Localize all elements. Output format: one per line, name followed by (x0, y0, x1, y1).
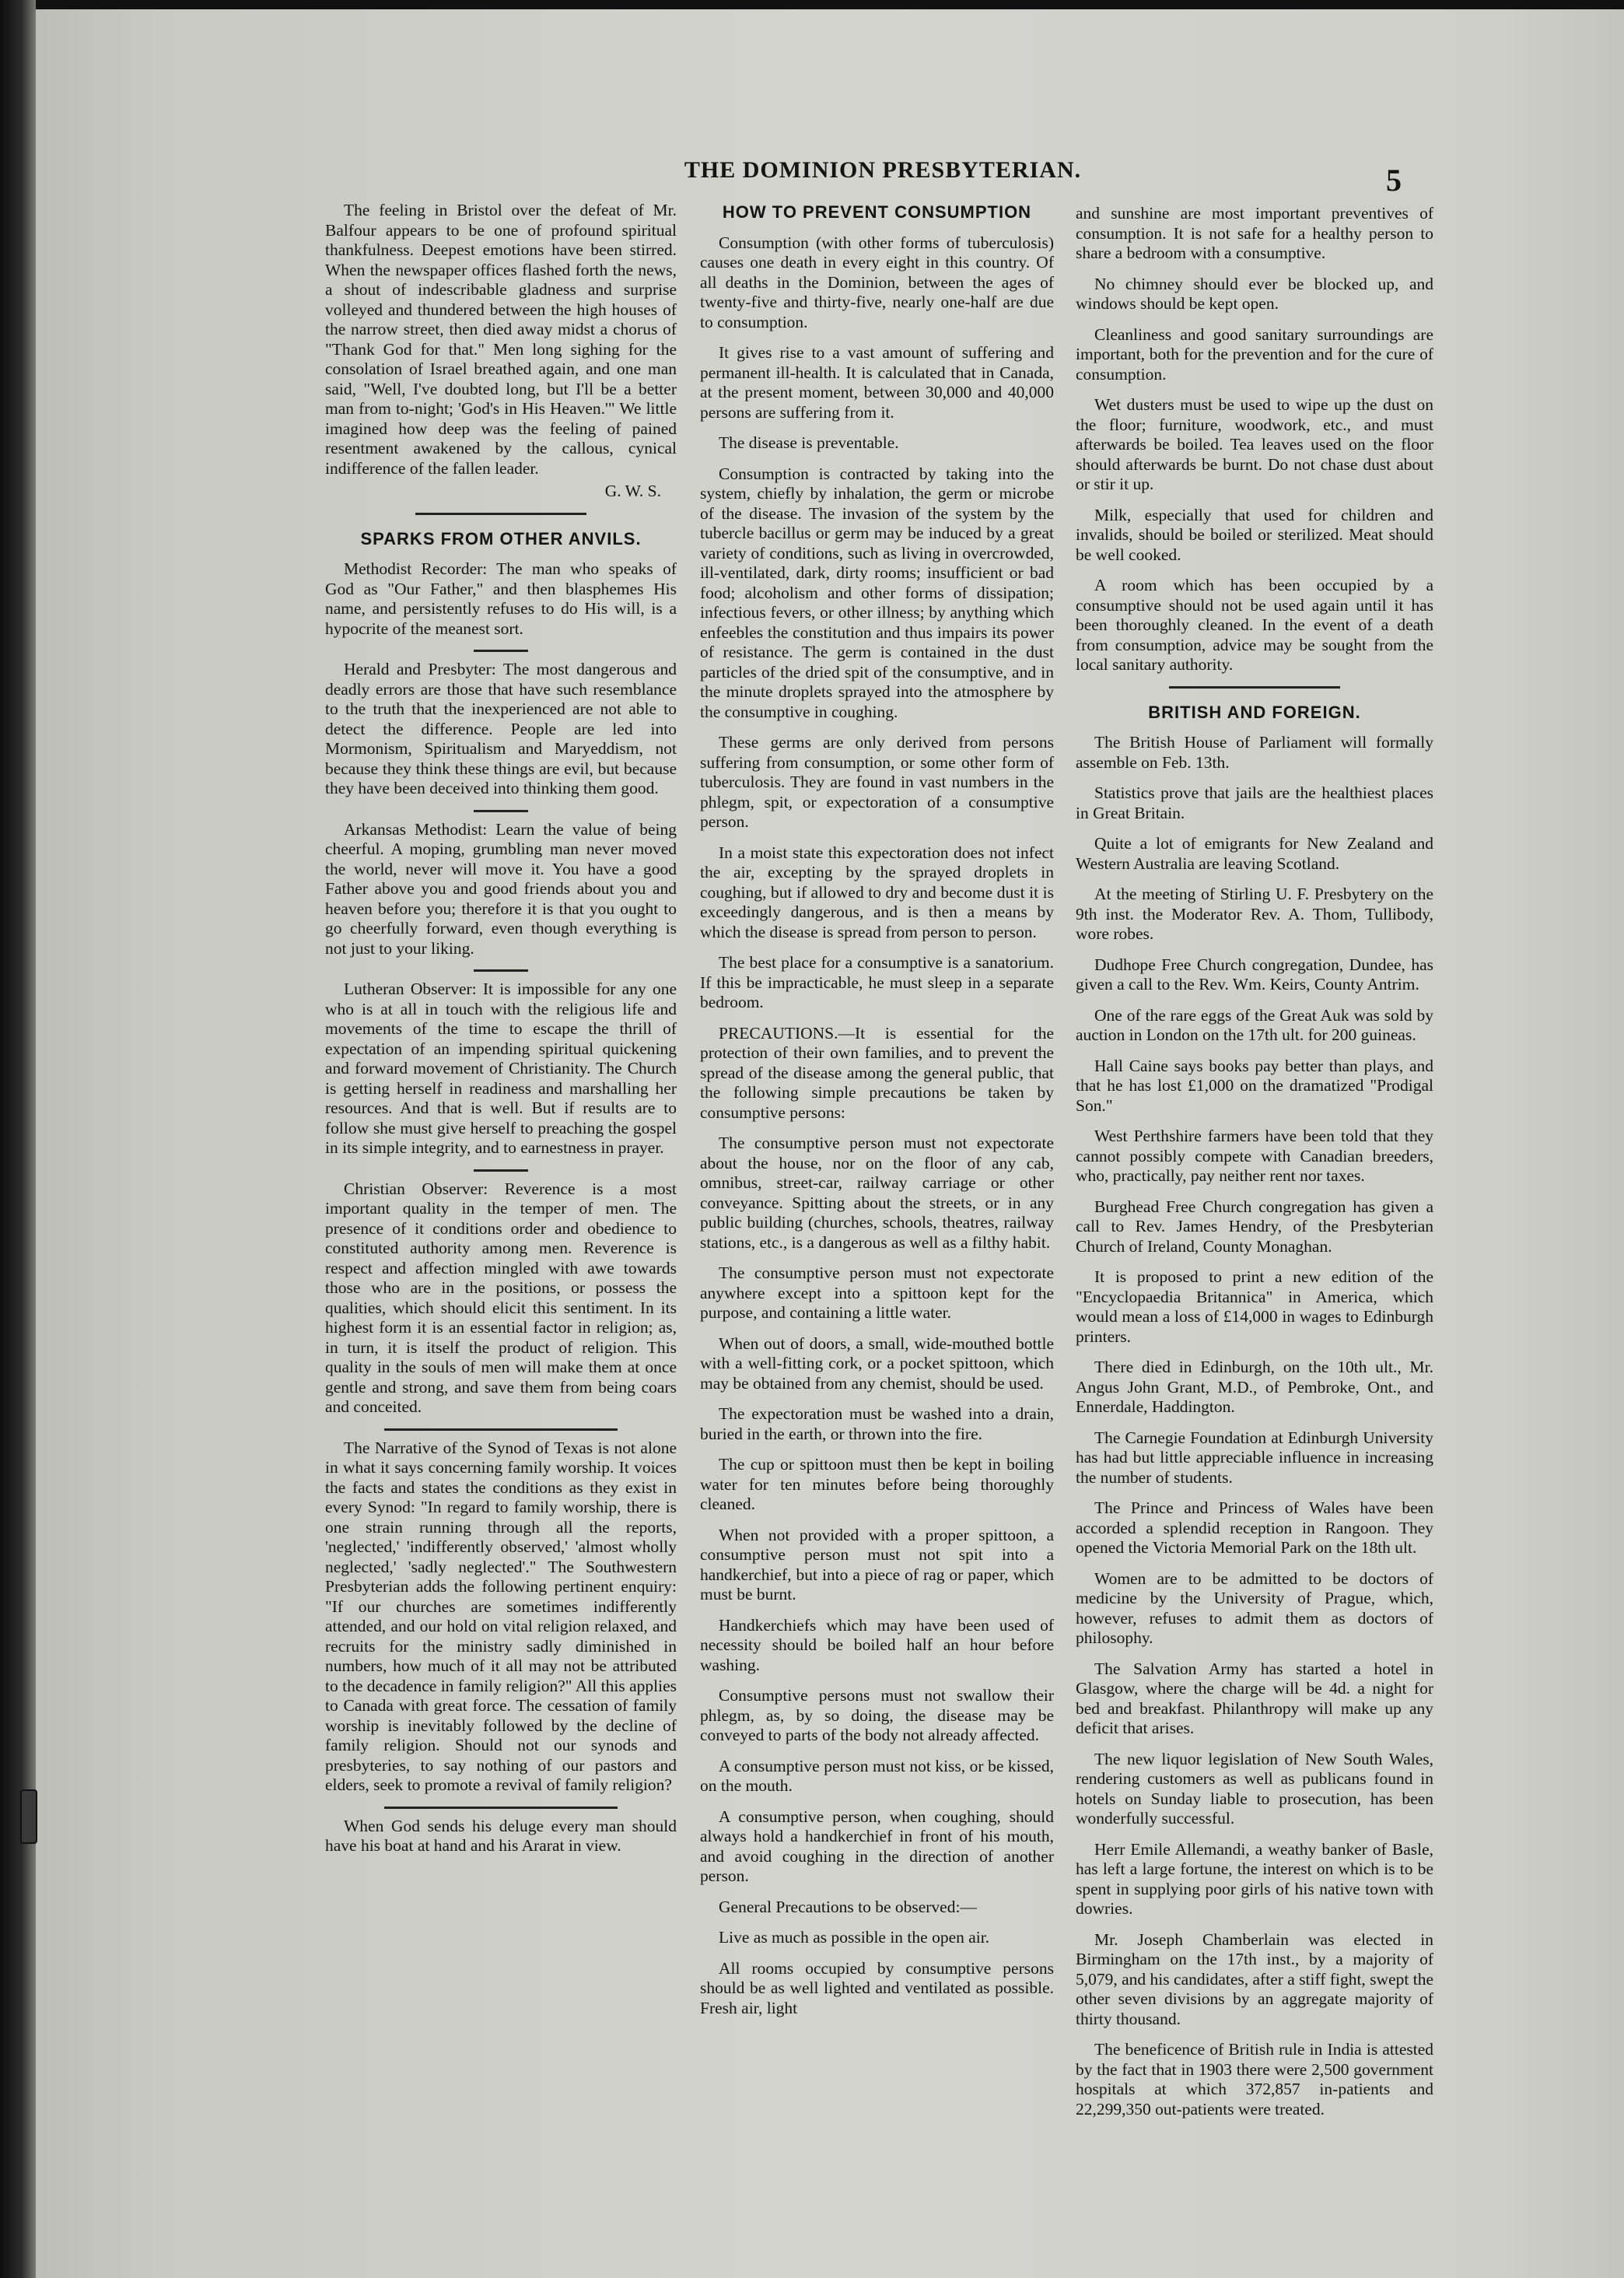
consumption-paragraph: These germs are only derived from persons suffering from consumption, or some other form of tuberculosis. They are found in vast numbers in the phlegm, spit, or expectoration of a consumptive person. (700, 733, 1054, 831)
general-precautions-label: General Precautions to be observed:— (719, 1897, 977, 1916)
consumption-paragraph: The best place for a consumptive is a sanatorium. If this be impracticable, he must sleep in a separate bedroom. (700, 953, 1054, 1011)
methodist-recorder-paragraph: Methodist Recorder: The man who speaks of God as "Our Father," and then blasphemes His name, and persistently refuses to do His will, is a hypocrite of the meanest sort. (325, 559, 677, 638)
consumption-paragraph: A consumptive person, when coughing, should always hold a handkerchief in front of his mouth, and avoid coughing in the direction of another person. (700, 1807, 1054, 1885)
news-item: Mr. Joseph Chamberlain was elected in Birmingham on the 17th inst., by a majority of 5,079, and his candidates, after a stiff fight, swept the other seven divisions by an aggregate majority of thirty thousand. (1076, 1929, 1433, 2028)
consumption-paragraph: All rooms occupied by consumptive persons should be as well lighted and ventilated as possible. Fresh air, light (700, 1958, 1054, 2017)
consumption-paragraph: Live as much as possible in the open air. (719, 1928, 990, 1947)
column-left (325, 201, 677, 2161)
consumption-paragraph: The cup or spittoon must then be kept in boiling water for ten minutes before being thoroughly cleaned. (700, 1455, 1054, 1513)
consumption-paragraph: When not provided with a proper spittoon, a consumptive person must not spit into a handkerchief, but into a piece of rag or paper, which must be burnt. (700, 1525, 1054, 1603)
item-rule (474, 969, 528, 972)
news-item: Women are to be admitted to be doctors of medicine by the University of Prague, which, however, refuses to admit them as doctors of philosophy. (1076, 1568, 1433, 1647)
consumption-paragraph: Handkerchiefs which may have been used of necessity should be boiled half an hour before washing. (700, 1615, 1054, 1674)
news-item: There died in Edinburgh, on the 10th ult., Mr. Angus John Grant, M.D., of Pembroke, Ont., and Ennerdale, Haddington. (1076, 1358, 1433, 1416)
christian-observer-paragraph: Christian Observer: Reverence is a most important quality in the temper of men. The presence of it conditions order and obedience to constituted authority among men. Reverence is respect and affection mingled with awe towards those who are in the positions, or possess the qualities, which should elicit this sentiment. In its highest form it is an essential factor in religion; as, in turn, it is itself the product of religion. This quality in the souls of men will make them at once gentle and strong, and save them from being coars and conceited. (325, 1179, 677, 1416)
consumption-paragraph: In a moist state this expectoration does not infect the air, excepting by the sprayed droplets in coughing, but if allowed to dry and become dust it is exceedingly dangerous, and is then a means by which the disease is spread from person to person. (700, 843, 1054, 941)
news-item: The Carnegie Foundation at Edinburgh University has had but little appreciable influence in increasing the number of students. (1076, 1428, 1433, 1487)
precautions-paragraph: PRECAUTIONS.—It is essential for the protection of their own families, and to prevent the spread of the disease among the general public, that the following simple precautions be taken by consumptive persons: (700, 1023, 1054, 1122)
news-item: The Prince and Princess of Wales have been accorded a splendid reception in Rangoon. They opened the Victoria Memorial Park on the 18th ult. (1076, 1498, 1433, 1557)
news-item: One of the rare eggs of the Great Auk was sold by auction in London on the 17th ult. for 200 guineas. (1076, 1005, 1433, 1044)
item-rule (474, 1169, 528, 1172)
consumption-paragraph: It gives rise to a vast amount of suffering and permanent ill-health. It is calculated that in Canada, at the present moment, between 30,000 and 40,000 persons are suffering from it. (700, 343, 1054, 422)
news-item: Hall Caine says books pay better than plays, and that he has lost £1,000 on the dramatized "Prodigal Son." (1076, 1056, 1433, 1115)
item-rule (474, 810, 528, 812)
signature: G. W. S. (604, 482, 661, 500)
item-rule (474, 650, 528, 652)
column-middle (700, 202, 1054, 2163)
consumption-paragraph: A room which has been occupied by a consumptive should not be used again until it has been thoroughly cleaned. In the event of a death from consumption, advice may be sought from the local sanitary authority. (1076, 576, 1433, 674)
consumption-paragraph: The consumptive person must not expectorate anywhere except into a spittoon kept for the purpose, and containing a little water. (700, 1263, 1054, 1322)
news-item: Herr Emile Allemandi, a weathy banker of Basle, has left a large fortune, the interest on which is to be spent in supplying poor girls of his native town with dowries. (1076, 1839, 1433, 1918)
news-item: Quite a lot of emigrants for New Zealand and Western Australia are leaving Scotland. (1076, 834, 1433, 873)
item-rule (384, 1807, 618, 1809)
running-title: THE DOMINION PRESBYTERIAN. (684, 157, 1082, 183)
herald-presbyter-paragraph: Herald and Presbyter: The most dangerous and deadly errors are those that have such resemblance to the truth that the inexperienced are not able to detect the difference. People are led into Mormonism, Spiritualism and Maryeddism, not because they think these things are evil, but because they have been deceived into thinking them good. (325, 660, 677, 797)
news-item: It is proposed to print a new edition of the "Encyclopaedia Britannica" in America, which would mean a loss of £14,000 in wages to Edinburgh printers. (1076, 1267, 1433, 1346)
page-number: 5 (1386, 163, 1402, 198)
arkansas-methodist-paragraph: Arkansas Methodist: Learn the value of being cheerful. A moping, grumbling man never moved the world, never will move it. You have a good Father above you and good friends about you and heaven before you; therefore it is that you ought to go cheerfully forward, even though everything is not just to your liking. (325, 819, 677, 958)
section-rule (1169, 686, 1340, 689)
news-item: Dudhope Free Church congregation, Dundee, has given a call to the Rev. Wm. Keirs, County Antrim. (1076, 955, 1433, 994)
consumption-paragraph: A consumptive person must not kiss, or be kissed, on the mouth. (700, 1756, 1054, 1795)
consumption-paragraph: No chimney should ever be blocked up, and windows should be kept open. (1076, 274, 1433, 313)
consumption-paragraph: Milk, especially that used for children and invalids, should be boiled or sterilized. Meat should be well cooked. (1076, 505, 1433, 564)
news-item: The beneficence of British rule in India is attested by the fact that in 1903 there were 2,500 government hospitals at which 372,857 in-patients and 22,299,350 out-patients were treated. (1076, 2040, 1433, 2119)
bristol-paragraph: The feeling in Bristol over the defeat of Mr. Balfour appears to be one of profound spiritual thankfulness. Deepest emotions have been stirred. When the newspaper offices flashed forth the news, a shout of indescribable gladness and surprise volleyed and thundered between the high houses of the narrow street, then died away midst a chorus of "Thank God for that." Men long sighing for the consolation of Israel breathed again, and one man said, "Well, I've doubted long, but I'll be a better man from to-night; 'God's in His Heaven.'" We little imagined how deep was the feeling of pained resentment awakened by the callous, cynical indifference of the fallen leader. (325, 201, 677, 478)
consumption-continued-paragraph: and sunshine are most important preventives of consumption. It is not safe for a healthy person to share a bedroom with a consumptive. (1076, 204, 1433, 262)
lutheran-observer-paragraph: Lutheran Observer: It is impossible for any one who is at all in touch with the religious life and movements of the time to escape the thrill of expectation of an impending spiritual quickening and forward movement of Christianity. The Church is getting herself in readiness and marshalling her resources. And that is well. But if results are to follow she must give herself to preaching the gospel in its simple integrity, and to earnestness in prayer. (325, 980, 677, 1157)
news-item: The British House of Parliament will formally assemble on Feb. 13th. (1076, 733, 1433, 772)
consumption-paragraph: Consumptive persons must not swallow their phlegm, as, by so doing, the disease may be conveyed to parts of the body not already affected. (700, 1686, 1054, 1744)
news-item: At the meeting of Stirling U. F. Presbytery on the 9th inst. the Moderator Rev. A. Thom, Tullibody, wore robes. (1076, 885, 1433, 943)
news-item: Statistics prove that jails are the healthiest places in Great Britain. (1076, 783, 1433, 822)
consumption-heading: HOW TO PREVENT CONSUMPTION (722, 202, 1032, 222)
synod-texas-paragraph: The Narrative of the Synod of Texas is not alone in what it says concerning family worship. It voices the facts and states the conditions as they exist in every Synod: "In regard to family worship, there is one strain running through all the reports, 'neglected,' 'indifferently observed,' 'almost wholly neglected,' 'sadly neglected'." The Southwestern Presbyterian adds the following pertinent enquiry: "If our churches are sometimes indifferently attended, and our hold on vital religion relaxed, and recruits for the ministry sadly diminished in numbers, how much of it all may not be attributed to the decadence in family religion?" All this applies to Canada with great force. The cessation of family worship is inevitably followed by the decline of family religion. Should not our synods and presbyteries, to say nothing of our pastors and elders, seek to promote a revival of family religion? (325, 1438, 677, 1794)
consumption-paragraph: The expectoration must be washed into a drain, buried in the earth, or thrown into the fire. (700, 1404, 1054, 1443)
consumption-paragraph: Consumption (with other forms of tuberculosis) causes one death in every eight in this country. Of all deaths in the Dominion, between the ages of twenty-five and thirty-five, nearly one-half are due to consumption. (700, 233, 1054, 331)
consumption-paragraph: The disease is preventable. (719, 433, 899, 452)
column-right (1076, 204, 1433, 2164)
binding-clip (20, 1789, 37, 1844)
consumption-paragraph: Wet dusters must be used to wipe up the dust on the floor; furniture, woodwork, etc., and must afterwards be boiled. Tea leaves used on the floor should afterwards be burnt. Do not chase dust about or stir it up. (1076, 395, 1433, 493)
consumption-paragraph: Cleanliness and good sanitary surroundings are important, both for the prevention and for the cure of consumption. (1076, 324, 1433, 384)
consumption-paragraph: When out of doors, a small, wide-mouthed bottle with a well-fitting cork, or a pocket spittoon, which may be obtained from any chemist, should be used. (700, 1334, 1054, 1393)
scan-left-edge (0, 0, 36, 2278)
news-item: The Salvation Army has started a hotel in Glasgow, where the charge will be 4d. a night for bed and breakfast. Philanthropy will make up any deficit that arises. (1076, 1659, 1433, 1737)
news-item: Burghead Free Church congregation has given a call to Rev. James Hendry, of the Presbyterian Church of Ireland, County Monaghan. (1076, 1197, 1433, 1256)
news-item: West Perthshire farmers have been told that they cannot possibly compete with Canadian breeders, who, practically, pay neither rent nor taxes. (1076, 1127, 1433, 1185)
news-item: The new liquor legislation of New South Wales, rendering customers as well as publicans found in hotels on Sunday liable to prosecution, has been wonderfully successful. (1076, 1749, 1433, 1828)
british-foreign-heading: BRITISH AND FOREIGN. (1148, 702, 1361, 722)
sparks-heading: SPARKS FROM OTHER ANVILS. (360, 528, 642, 548)
consumption-paragraph: The consumptive person must not expectorate about the house, nor on the floor of any cab, omnibus, street-car, railway carriage or other conveyance. Spitting about the streets, or in any public building (churches, schools, theatres, railway stations, etc., is a dangerous as well as a filthy habit. (700, 1134, 1054, 1252)
section-rule (415, 513, 586, 515)
deluge-paragraph: When God sends his deluge every man should have his boat at hand and his Ararat in view. (325, 1816, 677, 1855)
item-rule (384, 1428, 618, 1431)
consumption-paragraph: Consumption is contracted by taking into the system, chiefly by inhalation, the germ or microbe of the disease. The invasion of the system by the tubercle bacillus or germ may be induced by a great variety of conditions, such as living in overcrowded, ill-ventilated, dark, dirty rooms; insufficient or bad food; alcoholism and other forms of dissipation; infectious fevers, or other illness; by anything which enfeebles the constitution and thus impairs its power of resistance. The germ is contained in the dust particles of the dried spit of the consumptive, and in the minute droplets sprayed into the atmosphere by the consumptive in coughing. (700, 464, 1054, 721)
